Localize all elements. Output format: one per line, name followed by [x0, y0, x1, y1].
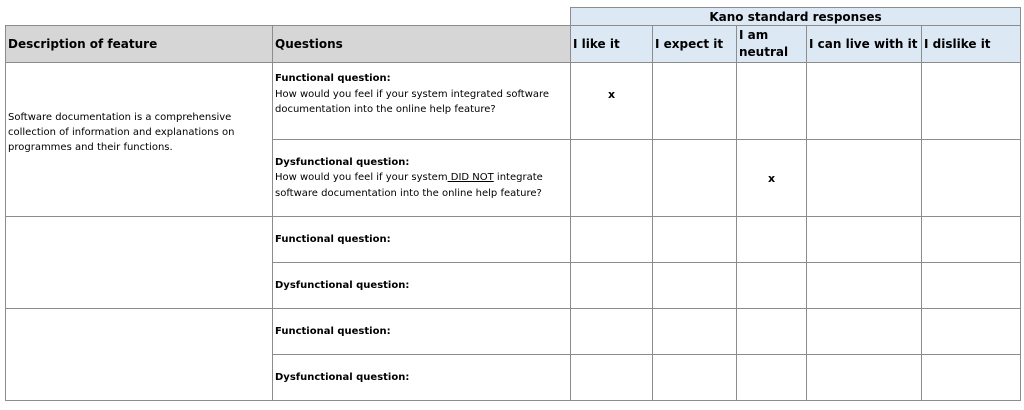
functional-question-cell — [273, 63, 571, 140]
functional-question-cell — [273, 217, 571, 263]
response-cell-like[interactable] — [571, 217, 653, 263]
kano-questionnaire-table — [5, 7, 1021, 401]
response-cell-like[interactable] — [571, 140, 653, 217]
response-expect-header: I expect it — [653, 26, 737, 63]
functional-question-text: How would you feel if your system integrated software documentation into the online help feature? — [275, 88, 550, 116]
response-cell-expect[interactable] — [653, 355, 737, 401]
response-cell-neutral[interactable] — [737, 63, 807, 140]
questions-column-header: Questions — [273, 26, 571, 63]
response-cell-live-with[interactable] — [807, 63, 922, 140]
table-row — [6, 309, 1021, 355]
response-cell-dislike[interactable] — [922, 217, 1021, 263]
response-cell-dislike[interactable] — [922, 263, 1021, 309]
response-cell-live-with[interactable] — [807, 355, 922, 401]
dysfunctional-question-text: How would you feel if your system DID NOT integrate software documentation into the online help feature? — [275, 172, 543, 199]
response-neutral-header: I am neutral — [737, 26, 807, 63]
description-column-header: Description of feature — [6, 26, 273, 63]
table-row — [6, 63, 1021, 140]
dysfunctional-question-cell — [273, 140, 571, 217]
dysfunctional-question-cell — [273, 263, 571, 309]
dysfunctional-question-title: Dysfunctional question: — [275, 279, 410, 291]
response-cell-expect[interactable] — [653, 140, 737, 217]
response-like-header: I like it — [571, 26, 653, 63]
feature-description — [6, 217, 273, 309]
response-cell-expect[interactable] — [653, 309, 737, 355]
group-header-row — [6, 8, 1021, 26]
dysfunctional-question-title: Dysfunctional question: — [275, 156, 410, 168]
response-cell-neutral[interactable] — [737, 355, 807, 401]
response-cell-dislike[interactable] — [922, 309, 1021, 355]
response-cell-expect[interactable] — [653, 217, 737, 263]
kano-responses-title: Kano standard responses — [571, 8, 1021, 26]
response-live-with-header: I can live with it — [807, 26, 922, 63]
response-cell-dislike[interactable] — [922, 140, 1021, 217]
feature-description: Software documentation is a comprehensive collection of information and explanations on programmes and their functions. — [6, 63, 273, 217]
response-cell-neutral[interactable] — [737, 309, 807, 355]
feature-description — [6, 309, 273, 401]
response-cell-live-with[interactable] — [807, 263, 922, 309]
response-cell-like[interactable] — [571, 63, 653, 140]
column-header-row — [6, 26, 1021, 63]
functional-question-cell — [273, 309, 571, 355]
response-cell-like[interactable] — [571, 263, 653, 309]
functional-question-title: Functional question: — [275, 325, 391, 337]
response-dislike-header: I dislike it — [922, 26, 1021, 63]
selected-mark: x — [767, 171, 776, 185]
response-cell-expect[interactable] — [653, 63, 737, 140]
response-cell-like[interactable] — [571, 355, 653, 401]
functional-question-title: Functional question: — [275, 73, 391, 85]
response-cell-live-with[interactable] — [807, 309, 922, 355]
response-cell-neutral[interactable] — [737, 217, 807, 263]
functional-question-title: Functional question: — [275, 233, 391, 245]
response-cell-like[interactable] — [571, 309, 653, 355]
response-cell-live-with[interactable] — [807, 140, 922, 217]
response-cell-neutral[interactable] — [737, 140, 807, 217]
table-row — [6, 217, 1021, 263]
response-cell-dislike[interactable] — [922, 63, 1021, 140]
response-cell-expect[interactable] — [653, 263, 737, 309]
response-cell-live-with[interactable] — [807, 217, 922, 263]
response-cell-dislike[interactable] — [922, 355, 1021, 401]
dysfunctional-question-cell — [273, 355, 571, 401]
dysfunctional-question-title: Dysfunctional question: — [275, 371, 410, 383]
response-cell-neutral[interactable] — [737, 263, 807, 309]
selected-mark: x — [607, 88, 616, 101]
